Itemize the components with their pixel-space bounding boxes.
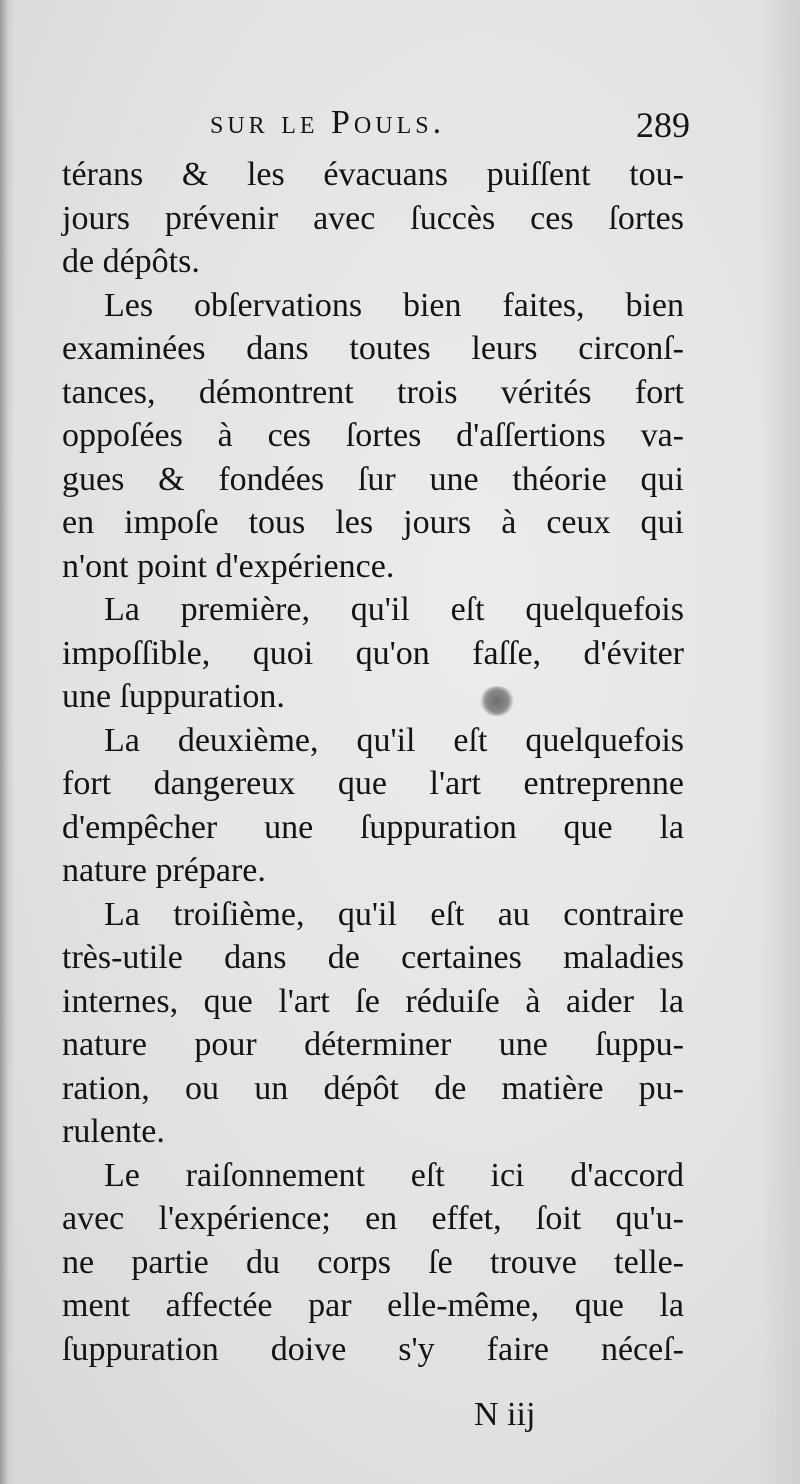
text-line: n'ont point d'expérience. bbox=[62, 547, 395, 585]
text-line: Les obſervations bien faites, bien bbox=[104, 286, 684, 324]
text-line: fort dangereux que l'art entreprenne bbox=[62, 765, 684, 802]
text-line: très-utile dans de certaines maladies bbox=[62, 939, 684, 976]
body-text bbox=[62, 153, 684, 1371]
text-line: nature pour déterminer une ſuppu- bbox=[62, 1026, 684, 1063]
text-line: rulente. bbox=[62, 1113, 165, 1150]
text-line: La première, qu'il eſt quelquefois bbox=[104, 591, 684, 628]
text-line: examinées dans toutes leurs circonſ- bbox=[62, 330, 684, 367]
text-line: tances, démontrent trois vérités fort bbox=[62, 373, 684, 411]
text-line: oppoſées à ces ſortes d'aſſertions va- bbox=[62, 417, 684, 454]
text-line: une ſuppuration. bbox=[62, 678, 285, 715]
ink-spot bbox=[480, 686, 514, 716]
page-number: 289 bbox=[636, 105, 690, 145]
text-line: ne partie du corps ſe trouve telle- bbox=[62, 1243, 684, 1281]
text-line: d'empêcher une ſuppuration que la bbox=[62, 808, 684, 846]
text-line: ſuppuration doive s'y faire néceſ- bbox=[62, 1330, 684, 1368]
running-title: sur le Pouls. bbox=[210, 104, 446, 141]
page-edge-shadow-left bbox=[0, 0, 14, 1484]
page-header bbox=[210, 104, 690, 154]
text-line: impoſſible, quoi qu'on faſſe, d'éviter bbox=[62, 634, 684, 672]
text-line: ment affectée par elle-même, que la bbox=[62, 1287, 684, 1324]
page-edge-shadow-right bbox=[760, 0, 800, 1484]
signature-mark: N iij bbox=[474, 1396, 536, 1433]
text-line: nature prépare. bbox=[62, 852, 266, 889]
text-line: La troiſième, qu'il eſt au contraire bbox=[104, 895, 684, 933]
text-line: térans & les évacuans puiſſent tou- bbox=[62, 156, 684, 193]
text-line: Le raiſonnement eſt ici d'accord bbox=[104, 1156, 684, 1194]
text-line: La deuxième, qu'il eſt quelquefois bbox=[104, 721, 684, 759]
text-line: ration, ou un dépôt de matière pu- bbox=[62, 1069, 684, 1107]
text-line: gues & fondées ſur une théorie qui bbox=[62, 460, 684, 498]
text-line: jours prévenir avec ſuccès ces ſortes bbox=[62, 199, 684, 237]
text-line: internes, que l'art ſe réduiſe à aider la bbox=[62, 982, 684, 1020]
text-line: en impoſe tous les jours à ceux qui bbox=[62, 504, 684, 541]
text-line: avec l'expérience; en effet, ſoit qu'u- bbox=[62, 1200, 684, 1237]
text-line: de dépôts. bbox=[62, 243, 200, 280]
